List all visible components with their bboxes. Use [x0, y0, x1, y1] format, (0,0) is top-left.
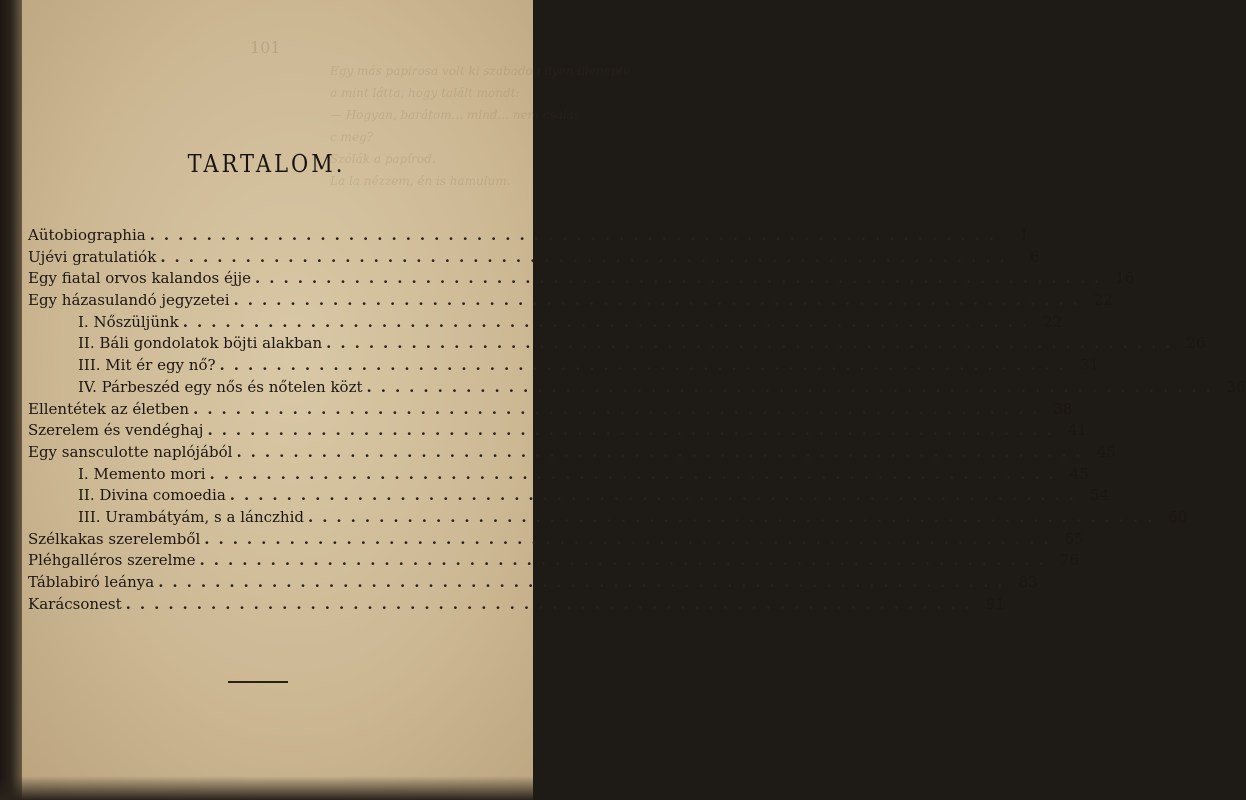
toc-entry-title: I. Nőszüljünk [78, 312, 179, 331]
bleed-through-line: La la nézzem, én is hamulum. [330, 174, 511, 188]
page-title: TARTALOM. [187, 150, 346, 178]
toc-entry-page-number: 22 [1093, 291, 1113, 310]
toc-entry [28, 421, 1087, 443]
toc-entry-title: II. Divina comoedia [78, 486, 226, 505]
table-of-contents [28, 226, 1246, 616]
toc-entry-page-number: 45 [1096, 442, 1116, 461]
toc-entry-page-number: 36 [1226, 377, 1246, 396]
bleed-through-line: Egy más papirosa volt ki szabadon ilyen illenepte [330, 64, 631, 78]
toc-entry-title: I. Memento mori [78, 464, 206, 483]
toc-entry-title: Egy házasulandó jegyzetei [28, 291, 230, 310]
toc-entry [28, 442, 1116, 465]
toc-entry-page-number: 91 [985, 594, 1005, 613]
toc-entry-title: Ujévi gratulatiók [28, 247, 157, 266]
toc-entry-title: III. Urambátyám, s a lánczhid [78, 507, 304, 526]
toc-entry-page-number: 65 [1064, 529, 1084, 548]
toc-dot-leader: ............................................................ [209, 464, 1063, 483]
toc-dot-leader: ............................................................ [233, 291, 1087, 310]
toc-entry [28, 399, 1073, 422]
toc-entry-title: Pléhgalléros szerelme [28, 551, 196, 570]
toc-entry-title: II. Báli gondolatok böjti alakban [78, 334, 323, 353]
toc-entry-title: Egy sansculotte naplójából [28, 442, 233, 461]
toc-entry-title: Egy fiatal orvos kalandos éjje [28, 269, 252, 288]
toc-entry [28, 573, 1038, 595]
toc-entry [28, 464, 1089, 487]
toc-dot-leader: ............................................................ [204, 529, 1058, 548]
toc-entry [28, 291, 1113, 313]
toc-entry-page-number: 54 [1090, 486, 1110, 505]
toc-entry [28, 269, 1135, 291]
toc-entry-title: Ellentétek az életben [28, 399, 190, 418]
toc-entry-title: Szerelem és vendéghaj [28, 421, 204, 440]
bleed-through-line: — Hogyan, barátom... mind... nem csalás [330, 108, 580, 122]
toc-entry-title: Karácsonest [28, 594, 122, 613]
toc-entry [28, 551, 1079, 573]
toc-dot-leader: ............................................................ [236, 442, 1090, 461]
toc-dot-leader: ............................................................ [326, 334, 1180, 353]
toc-entry [28, 507, 1188, 530]
toc-entry-title: Szélkakas szerelemből [28, 529, 201, 548]
toc-entry-page-number: 1 [1019, 226, 1030, 244]
toc-dot-leader: ............................................................ [366, 377, 1220, 396]
toc-entry-title: III. Mit ér egy nő? [78, 356, 216, 375]
toc-dot-leader: ............................................................ [229, 486, 1084, 505]
toc-entry [28, 334, 1206, 356]
toc-entry-page-number: 83 [1018, 573, 1038, 591]
toc-entry [28, 226, 1030, 248]
bleed-through-line: c meg? [330, 130, 374, 144]
toc-dot-leader: ............................................................ [219, 356, 1073, 375]
bleed-through-line: Szólák a papírod. [330, 152, 436, 166]
toc-entry [28, 486, 1110, 508]
toc-entry [28, 312, 1063, 335]
toc-entry [28, 247, 1040, 270]
toc-entry-title: IV. Párbeszéd egy nős és nőtelen közt [78, 377, 363, 396]
toc-entry-page-number: 31 [1079, 356, 1099, 375]
toc-entry-page-number: 38 [1053, 399, 1073, 418]
toc-entry-title: Táblabiró leánya [28, 573, 155, 591]
bleed-through-line: a mint látta, hogy talált mondt: [330, 86, 520, 100]
toc-dot-leader: ............................................................ [255, 269, 1109, 288]
decorative-rule [228, 681, 288, 683]
page-bottom-shadow [0, 776, 533, 800]
toc-entry-page-number: 6 [1030, 247, 1040, 266]
toc-entry-page-number: 41 [1067, 421, 1087, 440]
toc-dot-leader: ............................................................ [193, 399, 1047, 418]
toc-dot-leader: ............................................................ [125, 594, 979, 613]
bleed-through-page-number: 101 [250, 38, 281, 57]
toc-entry-page-number: 45 [1069, 464, 1089, 483]
toc-entry [28, 594, 1005, 617]
toc-dot-leader: ............................................................ [207, 421, 1061, 440]
toc-entry-page-number: 76 [1059, 551, 1079, 570]
toc-dot-leader: ............................................................ [149, 226, 1004, 244]
toc-entry-page-number: 22 [1043, 312, 1063, 331]
toc-dot-leader: ............................................................ [158, 573, 1012, 591]
toc-dot-leader: ............................................................ [307, 507, 1162, 526]
toc-entry [28, 377, 1246, 400]
toc-entry-page-number: 60 [1168, 507, 1188, 526]
toc-dot-leader: ............................................................ [160, 247, 1014, 266]
toc-dot-leader: ............................................................ [182, 312, 1037, 331]
toc-entry-title: Aütobiographia [28, 226, 146, 244]
toc-dot-leader: ............................................................ [199, 551, 1053, 570]
toc-entry-page-number: 26 [1186, 334, 1206, 353]
toc-entry [28, 529, 1084, 552]
toc-entry [28, 356, 1099, 378]
toc-entry-page-number: 16 [1115, 269, 1135, 288]
book-binding-shadow [0, 0, 22, 800]
